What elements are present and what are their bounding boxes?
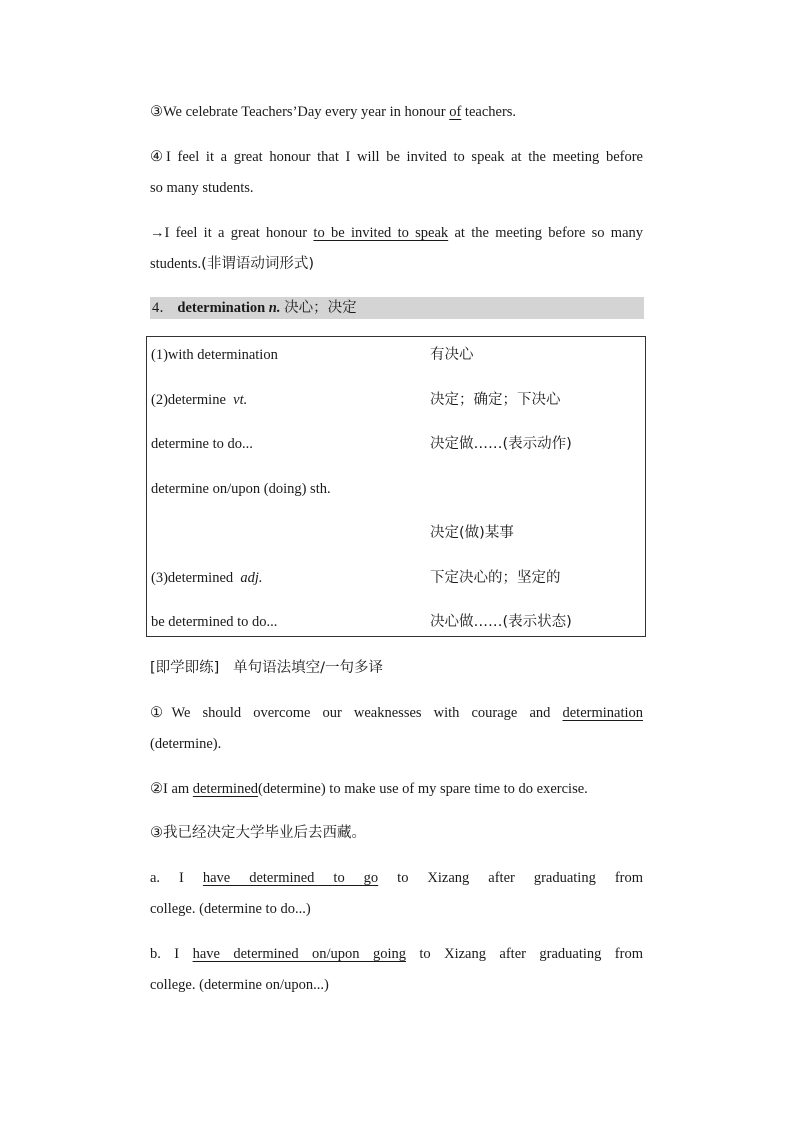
usage-table: [146, 336, 646, 637]
table-cell-cn: 决定；确定；下决心: [430, 392, 561, 408]
text: b. I: [150, 946, 193, 962]
answer-a-line2: college. (determine to do...): [150, 901, 311, 917]
question-1-line2: [150, 734, 643, 754]
blank-answer: determined: [192, 781, 259, 797]
table-cell-cn: 决心做……(表示状态): [430, 614, 572, 630]
table-cell-cn: 决定做……(表示动作): [430, 436, 572, 452]
text: (2)determine: [151, 392, 226, 408]
text: to Xizang after graduating from: [405, 946, 643, 962]
example-4-line1: [150, 147, 643, 167]
pos: adj.: [240, 570, 263, 586]
rewrite-line1: [150, 223, 643, 243]
heading-word: determination: [177, 300, 266, 316]
answer-b-line1: [150, 944, 643, 964]
rewrite-line2: [150, 254, 643, 274]
text: to Xizang after graduating from: [378, 870, 644, 886]
blank-answer: have determined to go: [202, 870, 379, 886]
question-1-line1: [150, 703, 643, 723]
text: (3)determined: [151, 570, 234, 586]
table-cell-en: [151, 568, 263, 588]
text: students.: [150, 256, 202, 272]
text: (determine) to make use of my spare time to do exercise.: [258, 781, 588, 797]
text: →I feel it a great honour: [150, 225, 314, 241]
table-cell-en: (1)with determination: [151, 347, 278, 363]
text: ④I feel it a great honour that I will be invited to speak at the meeting before: [150, 149, 643, 165]
vocab-heading: [150, 297, 644, 319]
text: teachers.: [461, 104, 517, 120]
example-3: [150, 102, 643, 122]
text: at the meeting before so many: [448, 225, 644, 241]
table-cell-en: [151, 390, 247, 410]
table-cell-cn: 决定(做)某事: [430, 525, 514, 541]
table-cell-en: be determined to do...: [151, 614, 278, 630]
blank-answer: have determined on/upon going: [192, 946, 406, 962]
blank-answer: to be invited to speak: [313, 225, 449, 241]
table-cell-en: determine on/upon (doing) sth.: [151, 481, 331, 497]
text: a. I: [150, 870, 203, 886]
table-cell-cn: 有决心: [430, 347, 474, 363]
pos: vt.: [233, 392, 248, 408]
text: ①We should overcome our weaknesses with courage and: [150, 705, 551, 721]
tag: [即学即练]: [150, 660, 220, 676]
heading-number: 4．: [152, 300, 174, 316]
text: 单句语法填空/一句多译: [233, 660, 384, 676]
table-cell-en: determine to do...: [151, 436, 253, 452]
answer-a-line1: [150, 868, 643, 888]
question-2: [150, 779, 643, 799]
blank-answer: determination: [562, 705, 644, 721]
practice-heading: [150, 658, 643, 678]
blank-answer: of: [449, 104, 462, 120]
text: ②I am: [150, 781, 193, 797]
text: ③We celebrate Teachers’Day every year in honour: [150, 104, 450, 120]
note: (非谓语动词形式): [201, 256, 314, 272]
text: so many students.: [150, 180, 254, 196]
table-cell-cn: 下定决心的；坚定的: [430, 570, 561, 586]
example-4-line2: [150, 178, 643, 198]
answer-b-line2: college. (determine on/upon...): [150, 977, 329, 993]
text: (determine).: [150, 736, 222, 752]
heading-meaning: 决心；决定: [284, 300, 357, 316]
heading-pos: n.: [268, 300, 281, 316]
question-3: ③我已经决定大学毕业后去西藏。: [150, 825, 366, 841]
